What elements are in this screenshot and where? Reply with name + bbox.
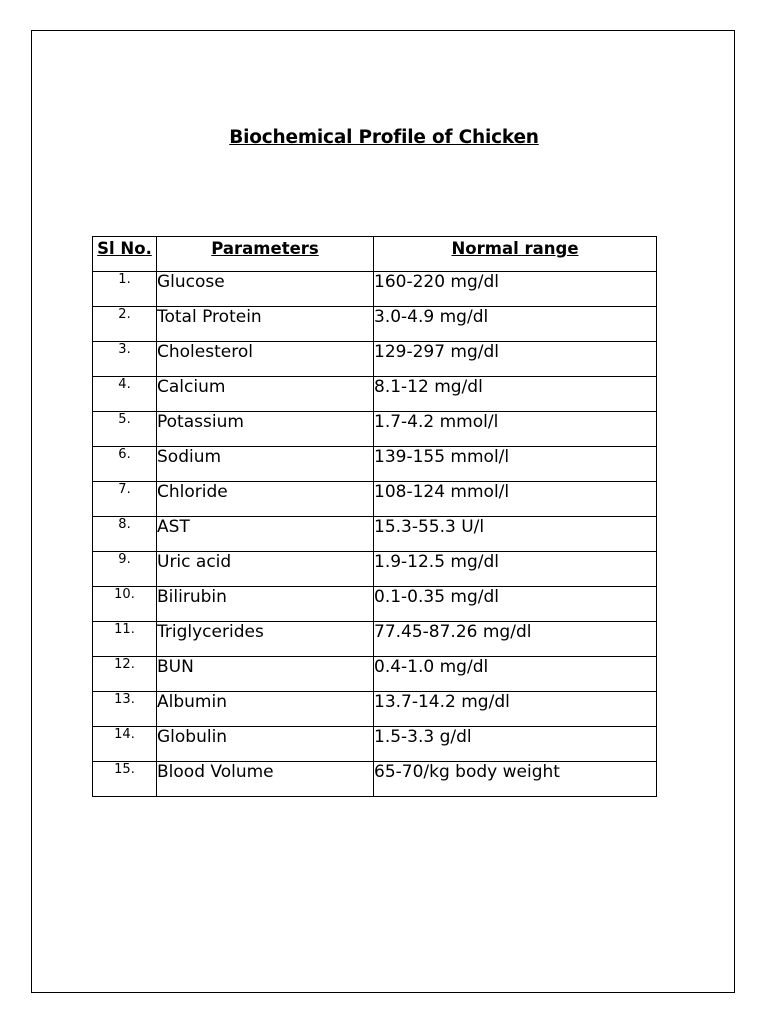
parameter-name: Cholesterol — [157, 342, 374, 377]
normal-range-value: 160-220 mg/dl — [374, 272, 657, 307]
normal-range-value: 65-70/kg body weight — [374, 762, 657, 797]
table-row — [93, 587, 657, 622]
normal-range-value: 129-297 mg/dl — [374, 342, 657, 377]
sl-number: 8. — [93, 517, 157, 552]
sl-number: 4. — [93, 377, 157, 412]
parameter-name: Albumin — [157, 692, 374, 727]
table-row — [93, 307, 657, 342]
parameter-name: Uric acid — [157, 552, 374, 587]
normal-range-value: 108-124 mmol/l — [374, 482, 657, 517]
table-row — [93, 377, 657, 412]
table-row — [93, 412, 657, 447]
header-sl-no: Sl No. — [93, 237, 157, 272]
sl-number: 11. — [93, 622, 157, 657]
sl-number: 7. — [93, 482, 157, 517]
page-title: Biochemical Profile of Chicken — [229, 127, 539, 148]
sl-number: 6. — [93, 447, 157, 482]
parameter-name: AST — [157, 517, 374, 552]
normal-range-value: 13.7-14.2 mg/dl — [374, 692, 657, 727]
sl-number: 14. — [93, 727, 157, 762]
normal-range-value: 15.3-55.3 U/l — [374, 517, 657, 552]
table-row — [93, 657, 657, 692]
sl-number: 13. — [93, 692, 157, 727]
normal-range-value: 1.9-12.5 mg/dl — [374, 552, 657, 587]
table-row — [93, 762, 657, 797]
parameter-name: BUN — [157, 657, 374, 692]
parameter-name: Bilirubin — [157, 587, 374, 622]
table-row — [93, 692, 657, 727]
parameter-name: Globulin — [157, 727, 374, 762]
parameter-name: Triglycerides — [157, 622, 374, 657]
sl-number: 12. — [93, 657, 157, 692]
normal-range-value: 77.45-87.26 mg/dl — [374, 622, 657, 657]
table-row — [93, 447, 657, 482]
biochemical-profile-table — [92, 236, 657, 797]
normal-range-value: 0.1-0.35 mg/dl — [374, 587, 657, 622]
table-row — [93, 552, 657, 587]
table-row — [93, 517, 657, 552]
normal-range-value: 139-155 mmol/l — [374, 447, 657, 482]
table-row — [93, 622, 657, 657]
normal-range-value: 1.7-4.2 mmol/l — [374, 412, 657, 447]
parameter-name: Sodium — [157, 447, 374, 482]
parameter-name: Blood Volume — [157, 762, 374, 797]
parameter-name: Calcium — [157, 377, 374, 412]
table-row — [93, 342, 657, 377]
sl-number: 3. — [93, 342, 157, 377]
parameter-name: Total Protein — [157, 307, 374, 342]
parameter-name: Chloride — [157, 482, 374, 517]
parameter-name: Potassium — [157, 412, 374, 447]
sl-number: 5. — [93, 412, 157, 447]
sl-number: 1. — [93, 272, 157, 307]
sl-number: 15. — [93, 762, 157, 797]
parameter-name: Glucose — [157, 272, 374, 307]
table-row — [93, 727, 657, 762]
sl-number: 9. — [93, 552, 157, 587]
normal-range-value: 0.4-1.0 mg/dl — [374, 657, 657, 692]
normal-range-value: 8.1-12 mg/dl — [374, 377, 657, 412]
normal-range-value: 1.5-3.3 g/dl — [374, 727, 657, 762]
normal-range-value: 3.0-4.9 mg/dl — [374, 307, 657, 342]
header-normal-range: Normal range — [374, 237, 657, 272]
header-parameters: Parameters — [157, 237, 374, 272]
sl-number: 2. — [93, 307, 157, 342]
table-row — [93, 482, 657, 517]
sl-number: 10. — [93, 587, 157, 622]
table-header-row — [93, 237, 657, 272]
table-row — [93, 272, 657, 307]
